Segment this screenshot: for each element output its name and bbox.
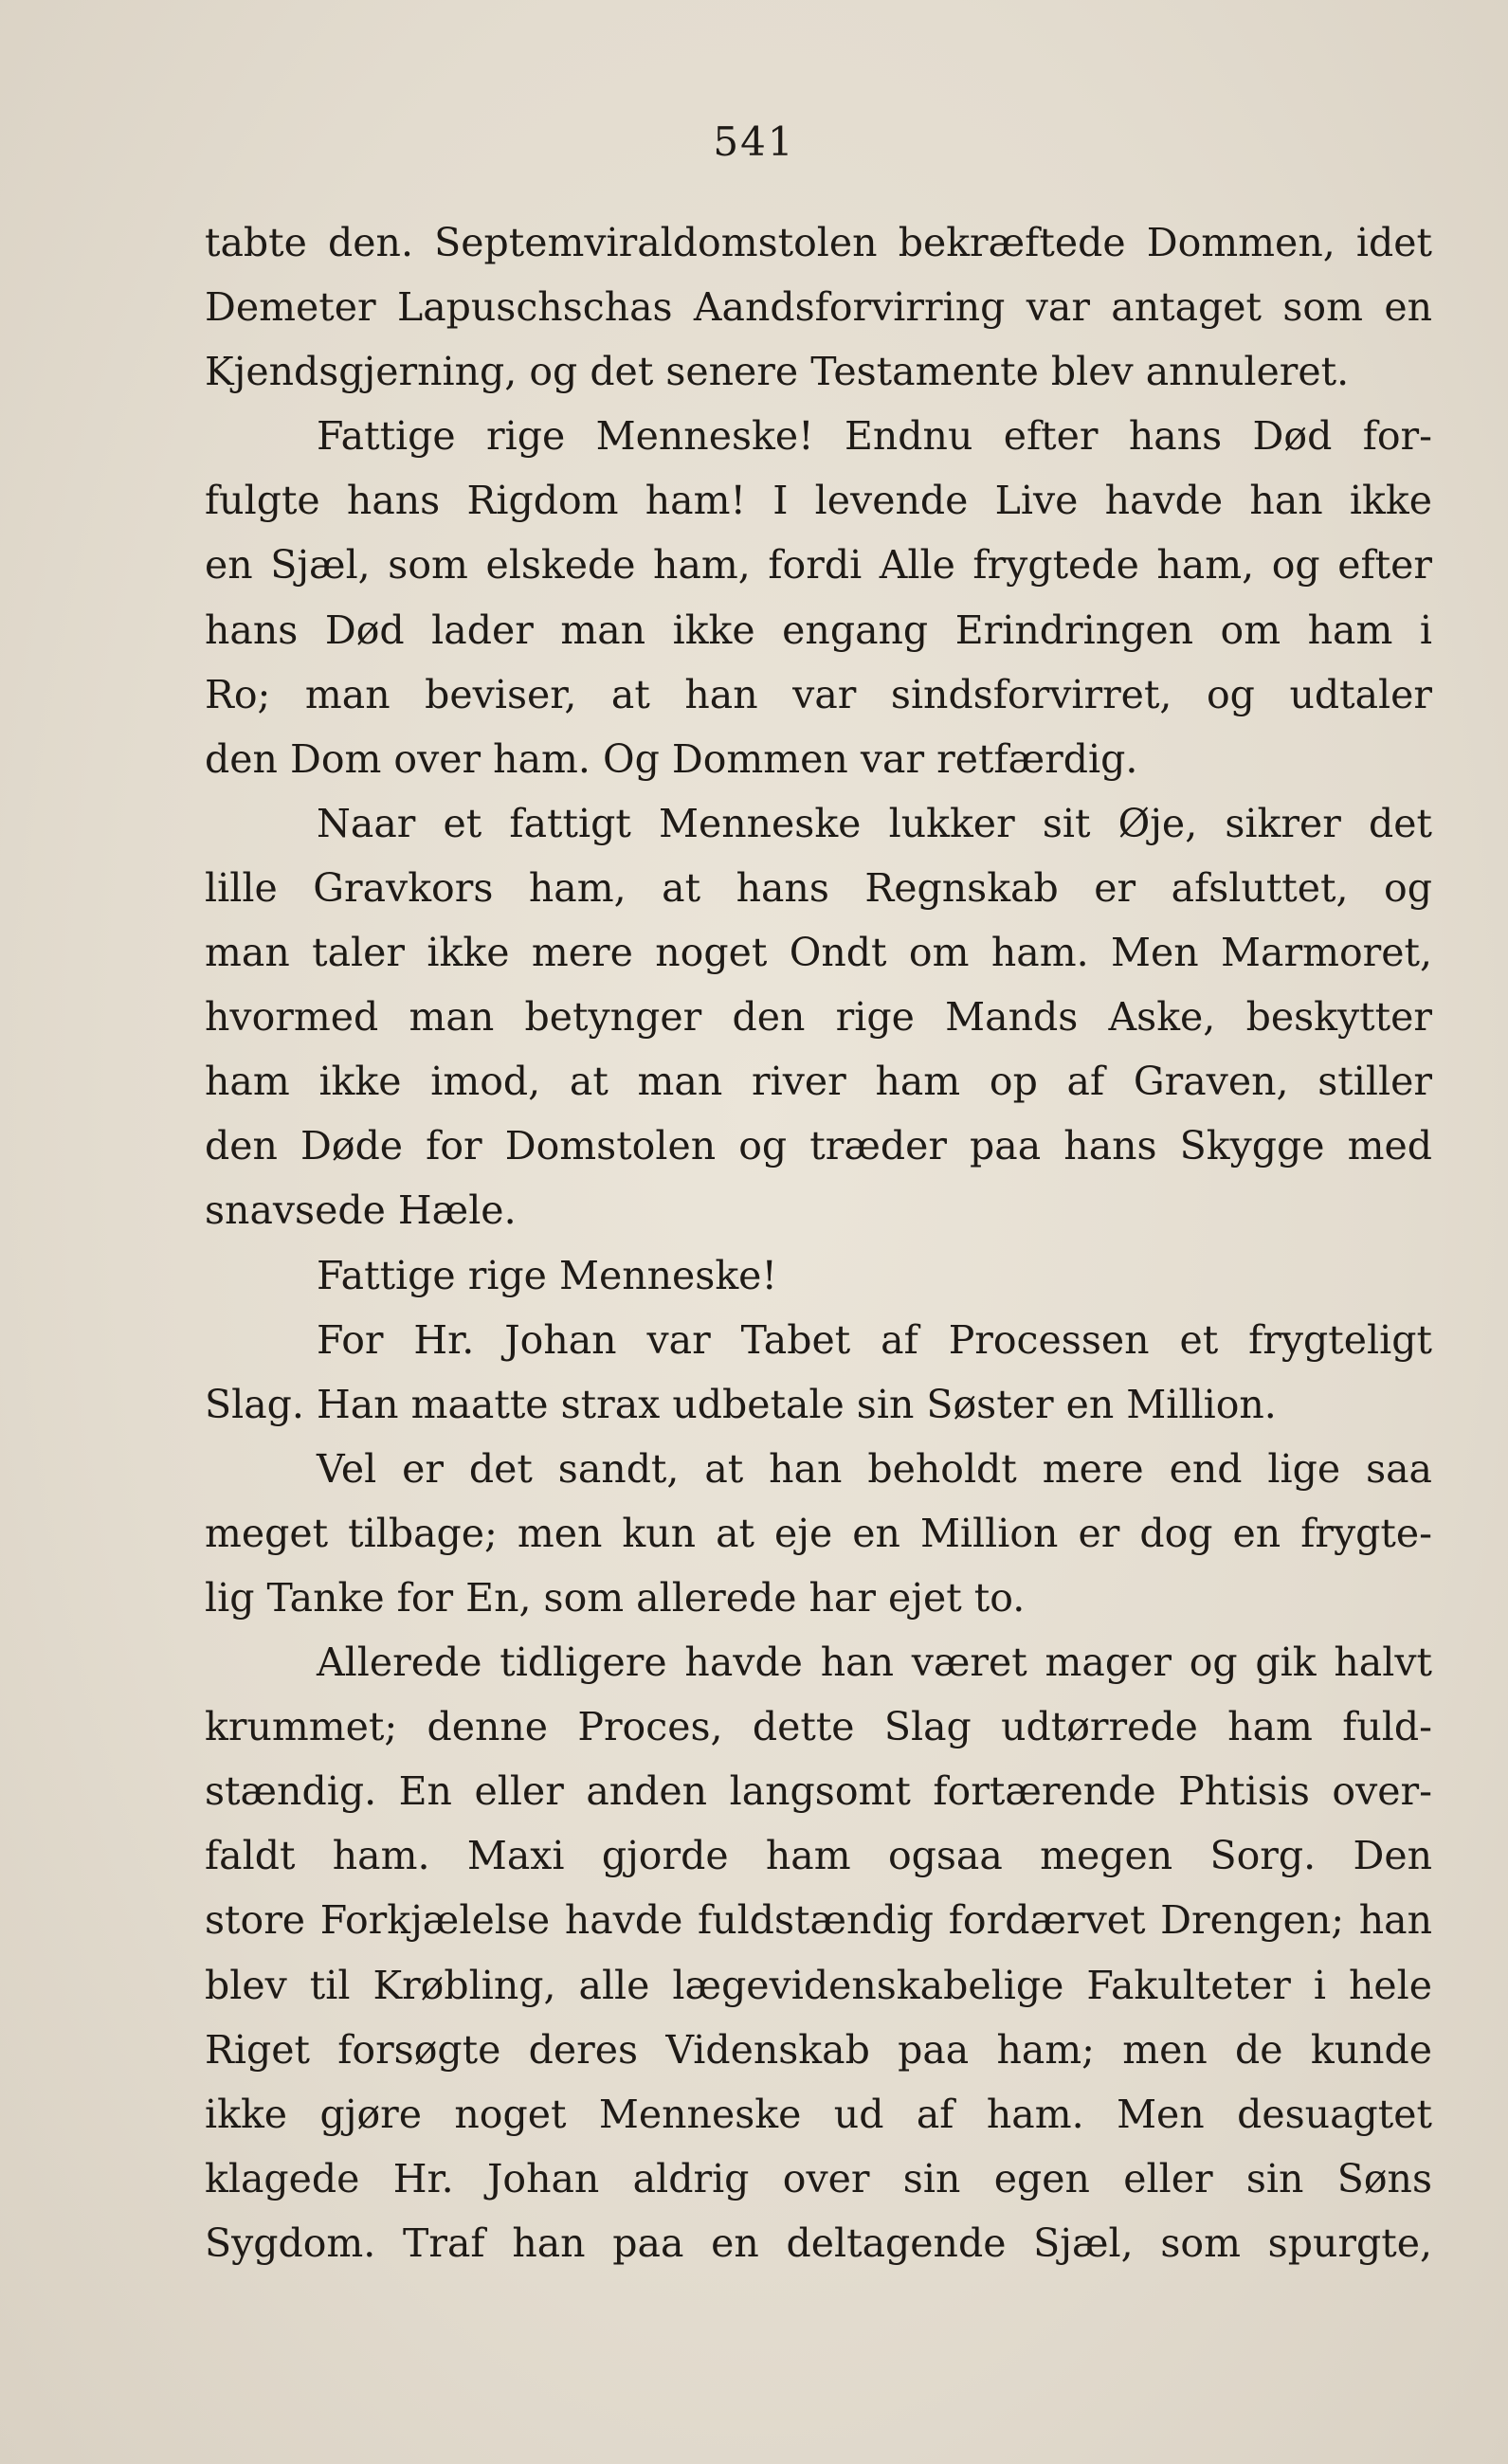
text-line: hvormed man betynger den rige Mands Aske, beskytter bbox=[205, 994, 1432, 1041]
text-line: Ro; man beviser, at han var sindsforvirret, og udtaler bbox=[205, 671, 1432, 717]
text-line: Fattige rige Menneske! Endnu efter hans Død for- bbox=[317, 413, 1432, 460]
text-line: den Døde for Domstolen og træder paa hans Skygge med bbox=[205, 1123, 1432, 1169]
text-line: lig Tanke for En, som allerede har ejet to. bbox=[205, 1574, 1026, 1621]
text-line: Riget forsøgte deres Videnskab paa ham; men de kunde bbox=[205, 2026, 1432, 2073]
text-line: krummet; denne Proces, dette Slag udtørrede ham fuld- bbox=[205, 1704, 1432, 1750]
text-line: For Hr. Johan var Tabet af Processen et frygteligt bbox=[317, 1316, 1432, 1363]
page-number: 541 bbox=[713, 118, 795, 165]
text-line: meget tilbage; men kun at eje en Million er dog en frygte- bbox=[205, 1510, 1432, 1556]
text-line: lille Gravkors ham, at hans Regnskab er afsluttet, og bbox=[205, 864, 1432, 911]
body-text bbox=[205, 210, 1432, 2275]
text-line: Vel er det sandt, at han beholdt mere end lige saa bbox=[317, 1445, 1432, 1492]
text-line: fulgte hans Rigdom ham! I levende Live havde han ikke bbox=[205, 478, 1432, 524]
text-line: ham ikke imod, at man river ham op af Graven, stiller bbox=[205, 1059, 1432, 1105]
text-line: ikke gjøre noget Menneske ud af ham. Men desuagtet bbox=[205, 2091, 1432, 2137]
text-line: tabte den. Septemviraldomstolen bekræftede Dommen, idet bbox=[205, 220, 1432, 265]
text-line: snavsede Hæle. bbox=[205, 1187, 517, 1234]
text-line: man taler ikke mere noget Ondt om ham. Men Marmoret, bbox=[205, 930, 1432, 976]
text-line: klagede Hr. Johan aldrig over sin egen eller sin Søns bbox=[205, 2155, 1432, 2201]
text-line: Fattige rige Menneske! bbox=[317, 1252, 777, 1298]
text-line: den Dom over ham. Og Dommen var retfærdig. bbox=[205, 735, 1138, 782]
text-line: stændig. En eller anden langsomt fortærende Phtisis over- bbox=[205, 1768, 1432, 1815]
text-line: Sygdom. Traf han paa en deltagende Sjæl, som spurgte, bbox=[205, 2219, 1432, 2266]
text-line: faldt ham. Maxi gjorde ham ogsaa megen Sorg. Den bbox=[205, 1833, 1432, 1879]
text-line: Kjendsgjerning, og det senere Testamente blev annuleret. bbox=[205, 349, 1350, 395]
text-line: store Forkjælelse havde fuldstændig fordærvet Drengen; han bbox=[205, 1897, 1432, 1944]
text-line: Demeter Lapuschschas Aandsforvirring var antaget som en bbox=[205, 284, 1432, 331]
text-line: Naar et fattigt Menneske lukker sit Øje, sikrer det bbox=[317, 800, 1432, 846]
text-line: Slag. Han maatte strax udbetale sin Søster en Million. bbox=[205, 1381, 1277, 1427]
text-line: blev til Krøbling, alle lægevidenskabelige Fakulteter i hele bbox=[205, 1962, 1432, 2008]
text-line: hans Død lader man ikke engang Erindringen om ham i bbox=[205, 607, 1432, 653]
text-line: en Sjæl, som elskede ham, fordi Alle frygtede ham, og efter bbox=[205, 542, 1432, 589]
text-line: Allerede tidligere havde han været mager og gik halvt bbox=[317, 1640, 1432, 1686]
